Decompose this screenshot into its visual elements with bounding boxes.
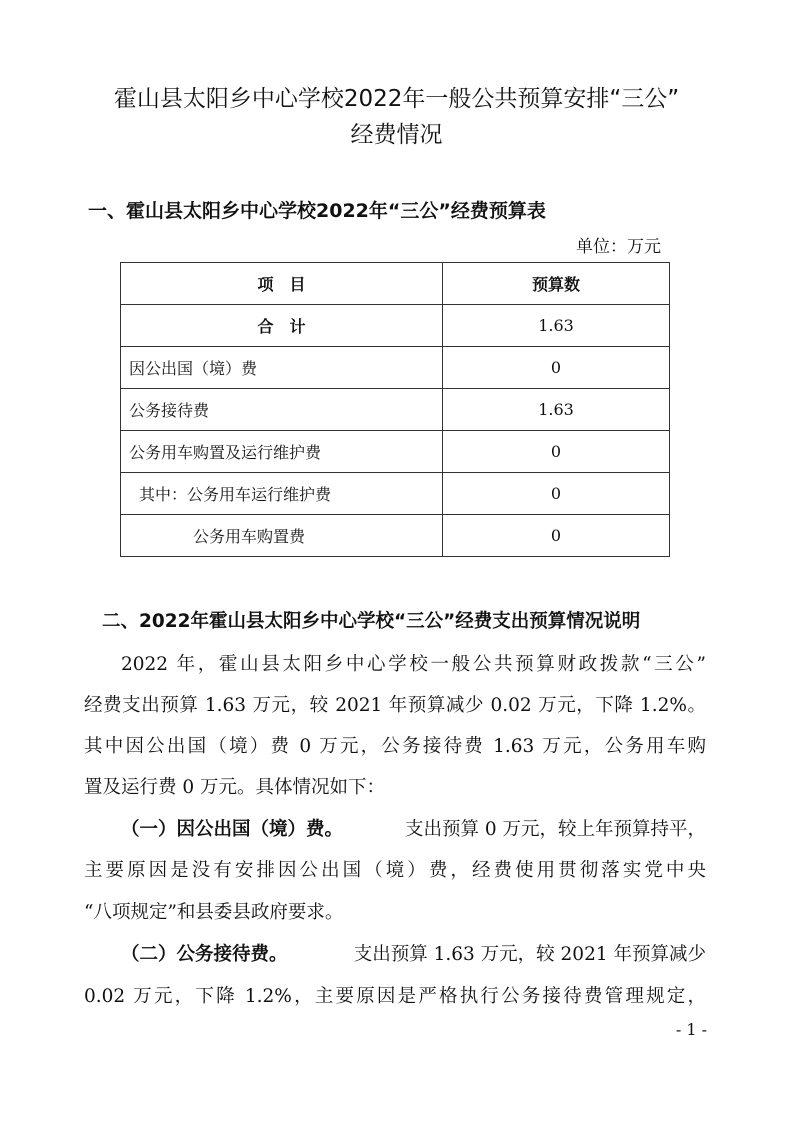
row-value: 0 — [443, 347, 670, 389]
table-row — [121, 473, 670, 515]
row-label: 因公出国（境）费 — [121, 347, 443, 389]
row-label: 合 计 — [121, 305, 443, 347]
row-value: 1.63 — [443, 305, 670, 347]
row-value: 0 — [443, 473, 670, 515]
paragraph-line: 主要原因是没有安排因公出国（境）费，经费使用贯彻落实党中央 — [84, 860, 706, 881]
table-row — [121, 347, 670, 389]
paragraph-line: 置及运行费 0 万元。具体情况如下： — [84, 777, 386, 798]
item1-heading: （一）因公出国（境）费。 — [121, 819, 344, 840]
row-label: 公务用车购置费 — [121, 515, 443, 557]
header-budget: 预算数 — [443, 263, 670, 305]
paragraph-line: “八项规定”和县委县政府要求。 — [84, 902, 344, 923]
item2-heading: （二）公务接待费。 — [121, 944, 288, 965]
unit-label: 单位：万元 — [576, 237, 661, 257]
row-label: 其中：公务用车运行维护费 — [121, 473, 443, 515]
section1-heading: 一、霍山县太阳乡中心学校2022年“三公”经费预算表 — [88, 200, 546, 222]
table-row — [121, 515, 670, 557]
row-label: 公务接待费 — [121, 389, 443, 431]
table-header-row — [121, 263, 670, 305]
item1-first-line — [121, 815, 706, 841]
paragraph-line: 0.02 万元，下降 1.2%，主要原因是严格执行公务接待费管理规定， — [84, 986, 706, 1007]
budget-table — [120, 262, 670, 557]
page-number: - 1 - — [675, 1020, 707, 1039]
document-title-line2: 经费情况 — [350, 122, 443, 148]
row-value: 0 — [443, 515, 670, 557]
paragraph-line: 经费支出预算 1.63 万元，较 2021 年预算减少 0.02 万元，下降 1.2%。 — [84, 695, 706, 716]
table-row — [121, 431, 670, 473]
item2-text: 支出预算 1.63 万元，较 2021 年预算减少 — [353, 944, 706, 965]
document-title-line1: 霍山县太阳乡中心学校2022年一般公共预算安排“三公” — [113, 86, 680, 112]
paragraph-line: 2022 年，霍山县太阳乡中心学校一般公共预算财政拨款“三公” — [121, 654, 706, 675]
row-value: 1.63 — [443, 389, 670, 431]
row-value: 0 — [443, 431, 670, 473]
item2-first-line — [121, 940, 706, 966]
item1-text: 支出预算 0 万元，较上年预算持平， — [404, 819, 706, 840]
section2-heading: 二、2022年霍山县太阳乡中心学校“三公”经费支出预算情况说明 — [102, 611, 641, 632]
row-label: 公务用车购置及运行维护费 — [121, 431, 443, 473]
table-row — [121, 305, 670, 347]
header-item: 项 目 — [121, 263, 443, 305]
paragraph-line: 其中因公出国（境）费 0 万元，公务接待费 1.63 万元，公务用车购 — [84, 736, 706, 757]
table-row — [121, 389, 670, 431]
